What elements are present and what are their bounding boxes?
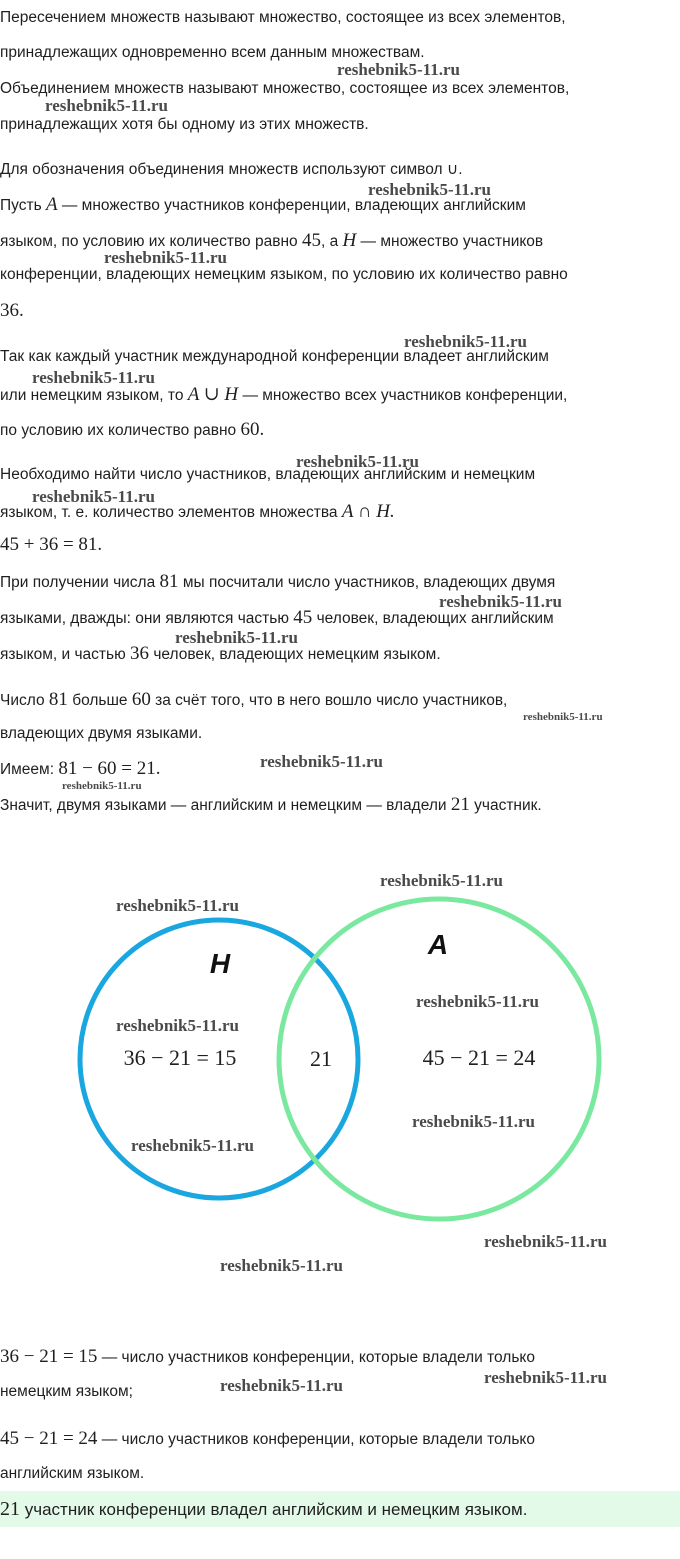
sum-equation: 45 + 36 = 81. [0, 534, 103, 555]
difference-reason-line-1: Число 81 больше 60 за счёт того, что в него вошло число участников, [0, 689, 508, 710]
watermark: reshebnik5-11.ru [404, 332, 527, 351]
task-line-2: языком, т. е. количество элементов множества A ∩ H. [0, 501, 395, 522]
union-symbol-note: Для обозначения объединения множеств используют символ ∪. [0, 161, 463, 178]
watermark: reshebnik5-11.ru [32, 487, 155, 506]
watermark: reshebnik5-11.ru [116, 1016, 239, 1035]
union-explanation-line-3: по условию их количество равно 60. [0, 419, 265, 440]
only-english-line-2: английским языком. [0, 1465, 145, 1482]
watermark: reshebnik5-11.ru [412, 1112, 535, 1131]
union-definition-line-2: принадлежащих хотя бы одному из этих множеств. [0, 116, 369, 133]
task-line-1: Необходимо найти число участников, владеющих английским и немецким [0, 466, 536, 483]
double-count-line-2: языками, дважды: они являются частью 45 человек, владеющих английским [0, 607, 554, 628]
set-h-definition: языком, по условию их количество равно 45, а H — множество участников [0, 230, 544, 251]
watermark: reshebnik5-11.ru [175, 628, 298, 647]
only-a-value: 45 − 21 = 24 [422, 1045, 536, 1070]
conclusion-line: Значит, двумя языками — английским и немецким — владели 21 участник. [0, 794, 542, 815]
set-h-label: H [209, 948, 231, 979]
watermark: reshebnik5-11.ru [104, 248, 227, 267]
watermark: reshebnik5-11.ru [337, 60, 460, 79]
intersection-value: 21 [310, 1046, 332, 1071]
watermark: reshebnik5-11.ru [484, 1232, 607, 1251]
intersection-definition-line-1: Пересечением множеств называют множество, состоящее из всех элементов, [0, 9, 566, 26]
set-a-label: A [427, 929, 449, 960]
double-count-line-3: языком, и частью 36 человек, владеющих немецким языком. [0, 643, 441, 664]
union-explanation-line-2: или немецким языком, то A ∪ H — множество всех участников конференции, [0, 384, 568, 405]
watermark: reshebnik5-11.ru [220, 1256, 343, 1275]
only-german-line-2: немецким языком; [0, 1383, 133, 1400]
union-definition-line-1: Объединением множеств называют множество, состоящее из всех элементов, [0, 80, 570, 97]
difference-reason-line-2: владеющих двумя языками. [0, 725, 203, 742]
watermark: reshebnik5-11.ru [523, 711, 603, 723]
watermark: reshebnik5-11.ru [439, 592, 562, 611]
only-german-line-1: 36 − 21 = 15 — число участников конференции, которые владели только [0, 1346, 535, 1367]
difference-equation: Имеем: 81 − 60 = 21. [0, 758, 161, 779]
intersection-definition-line-2: принадлежащих одновременно всем данным множествам. [0, 44, 425, 61]
set-h-definition-line-2: конференции, владеющих немецким языком, по условию их количество равно [0, 266, 568, 283]
answer-box: 21 участник конференции владел английским и немецким языком. [0, 1491, 680, 1527]
only-h-value: 36 − 21 = 15 [123, 1045, 237, 1070]
watermark: reshebnik5-11.ru [484, 1368, 607, 1387]
set-a-definition: Пусть A — множество участников конференции, владеющих английским [0, 194, 526, 215]
watermark: reshebnik5-11.ru [220, 1376, 343, 1395]
double-count-line-1: При получении числа 81 мы посчитали число участников, владеющих двумя [0, 571, 556, 592]
watermark: reshebnik5-11.ru [296, 452, 419, 471]
watermark: reshebnik5-11.ru [116, 896, 239, 915]
watermark: reshebnik5-11.ru [131, 1136, 254, 1155]
watermark: reshebnik5-11.ru [32, 368, 155, 387]
watermark: reshebnik5-11.ru [416, 992, 539, 1011]
union-explanation-line-1: Так как каждый участник международной конференции владеет английским [0, 348, 549, 365]
watermark: reshebnik5-11.ru [368, 180, 491, 199]
watermark: reshebnik5-11.ru [62, 780, 142, 792]
watermark: reshebnik5-11.ru [380, 871, 503, 890]
set-h-count: 36. [0, 300, 24, 321]
venn-diagram [0, 850, 680, 1270]
watermark: reshebnik5-11.ru [45, 96, 168, 115]
only-english-line-1: 45 − 21 = 24 — число участников конференции, которые владели только [0, 1428, 535, 1449]
watermark: reshebnik5-11.ru [260, 752, 383, 771]
